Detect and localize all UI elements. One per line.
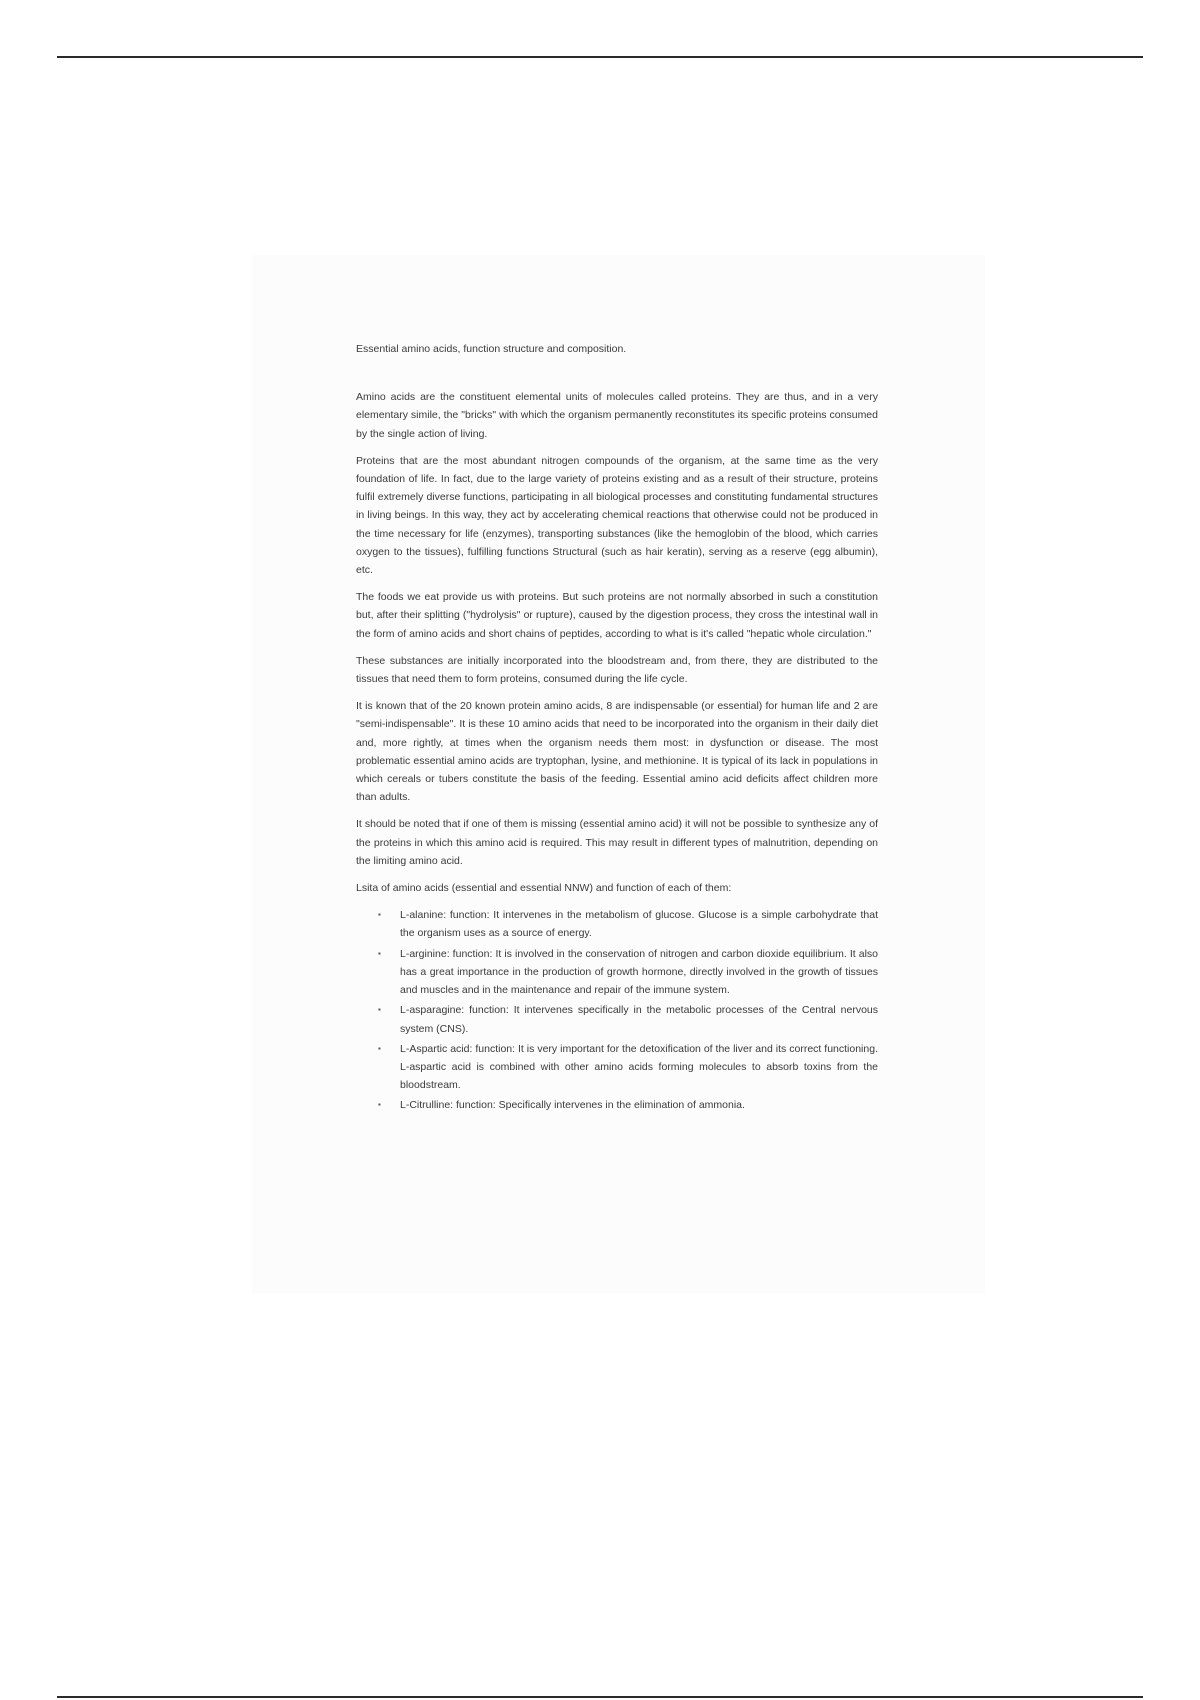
paragraph: It is known that of the 20 known protein amino acids, 8 are indispensable (or essential) for human life and 2 are "semi-indispensable". It is these 10 amino acids that need to be incorporated into the organism in their daily diet and, more rightly, at times when the organism needs them most: in dysfunction or disease. The most problematic essential amino acids are tryptophan, lysine, and methionine. It is typical of its lack in populations in which cereals or tubers constitute the basis of the feeding. Essential amino acid deficits affect children more than adults.: [356, 700, 878, 804]
paragraph: Proteins that are the most abundant nitrogen compounds of the organism, at the same time as the very foundation of life. In fact, due to the large variety of proteins existing and as a result of their structure, proteins fulfil extremely diverse functions, participating in all biological processes and constituting fundamental structures in living beings. In this way, they act by accelerating chemical reactions that otherwise could not be produced in the time necessary for life (enzymes), transporting substances (like the hemoglobin of the blood, which carries oxygen to the tissues), fulfilling functions Structural (such as hair keratin), serving as a reserve (egg albumin), etc.: [356, 454, 878, 577]
paragraph: Amino acids are the constituent elemental units of molecules called proteins. They are thus, and in a very elementary simile, the "bricks" with which the organism permanently reconstitutes its specific proteins consumed by the single action of living.: [356, 391, 878, 440]
list-item: ▪ L-arginine: function: It is involved in the conservation of nitrogen and carbon dioxide equilibrium. It also has a great importance in the production of growth hormone, directly involved in the growth of tissues and muscles and in the maintenance and repair of the immune system.: [400, 945, 878, 1000]
document-title: Essential amino acids, function structure and composition.: [356, 343, 627, 355]
bottom-rule: [57, 1696, 1143, 1698]
paragraph: These substances are initially incorporated into the bloodstream and, from there, they are distributed to the tissues that need them to form proteins, consumed during the life cycle.: [356, 654, 878, 686]
list-intro: Lsita of amino acids (essential and essential NNW) and function of each of them:: [356, 882, 732, 895]
list-item: ▪ L-Aspartic acid: function: It is very important for the detoxification of the liver and its correct functioning. L-aspartic acid is combined with other amino acids forming molecules to absorb toxins from the bloodstream.: [400, 1040, 878, 1095]
amino-acid-list: [356, 906, 878, 1114]
list-item: ▪ L-alanine: function: It intervenes in the metabolism of glucose. Glucose is a simple carbohydrate that the organism uses as a source of energy.: [400, 906, 878, 942]
paragraph: The foods we eat provide us with proteins. But such proteins are not normally absorbed in such a constitution but, after their splitting ("hydrolysis" or rupture), caused by the digestion process, they cross the intestinal wall in the form of amino acids and short chains of peptides, according to what is it's called "hepatic whole circulation.": [356, 591, 878, 640]
list-item: ▪ L-Citrulline: function: Specifically intervenes in the elimination of ammonia.: [400, 1096, 878, 1114]
top-rule: [57, 56, 1143, 58]
list-item: ▪ L-asparagine: function: It intervenes specifically in the metabolic processes of the Central nervous system (CNS).: [400, 1001, 878, 1037]
document-body: [356, 340, 878, 1117]
paragraph: It should be noted that if one of them is missing (essential amino acid) it will not be possible to synthesize any of the proteins in which this amino acid is required. This may result in different types of malnutrition, depending on the limiting amino acid.: [356, 818, 878, 867]
